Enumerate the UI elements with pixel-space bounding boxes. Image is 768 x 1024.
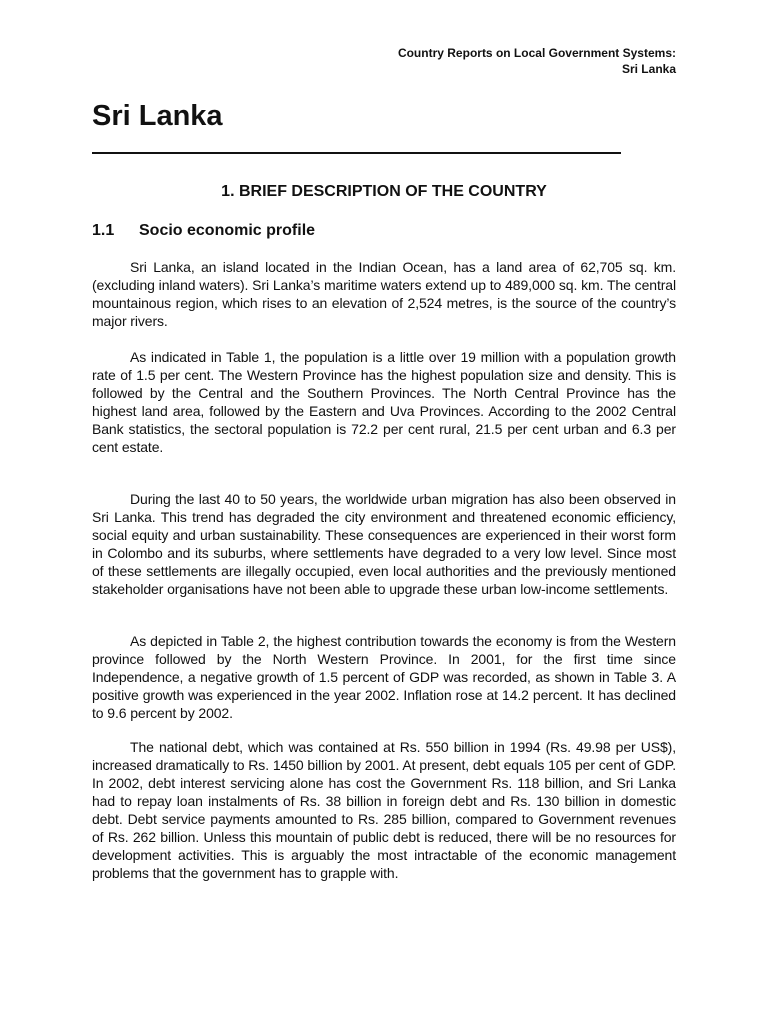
subsection-number: 1.1 <box>92 222 115 239</box>
paragraph-geography: Sri Lanka, an island located in the Indian Ocean, has a land area of 62,705 sq. km. (excluding inland waters). Sri Lanka’s maritime waters extend up to 489,000 sq. km. The central mountainous region, which rises to an elevation of 2,524 metres, is the source of the country’s major rivers. <box>92 259 676 329</box>
section-heading: 1. BRIEF DESCRIPTION OF THE COUNTRY <box>221 183 547 200</box>
running-header-line-2: Sri Lanka <box>621 62 676 76</box>
paragraph-population: As indicated in Table 1, the population is a little over 19 million with a population growth rate of 1.5 per cent. The Western Province has the highest population size and density. This is followed by the Central and the Southern Provinces. The North Central Province has the highest land area, followed by the Eastern and Uva Provinces. According to the 2002 Central Bank statistics, the sectoral population is 72.2 per cent rural, 21.5 per cent urban and 6.3 per cent estate. <box>92 349 676 455</box>
paragraph-national-debt: The national debt, which was contained at Rs. 550 billion in 1994 (Rs. 49.98 per US$), increased dramatically to Rs. 1450 billion by 2001. At present, debt equals 105 per cent of GDP. In 2002, debt interest servicing alone has cost the Government Rs. 118 billion, and Sri Lanka had to repay loan instalments of Rs. 38 billion in foreign debt and Rs. 130 billion in domestic debt. Debt service payments amounted to Rs. 285 billion, compared to Government revenues of Rs. 262 billion. Unless this mountain of public debt is reduced, there will be no resources for development activities. This is arguably the most intractable of the economic management problems that the government has to grapple with. <box>92 739 676 881</box>
running-header-line-1: Country Reports on Local Government Systems: <box>397 46 676 60</box>
paragraph-urban-migration: During the last 40 to 50 years, the worldwide urban migration has also been observed in Sri Lanka. This trend has degraded the city environment and threatened economic efficiency, social equity and urban sustainability. These consequences are experienced in their worst form in Colombo and its suburbs, where settlements have degraded to a very low level. Since most of these settlements are illegally occupied, even local authorities and the previously mentioned stakeholder organisations have not been able to upgrade these urban low-income settlements. <box>92 491 676 597</box>
title-underline-rule <box>92 152 621 154</box>
subsection-title: Socio economic profile <box>139 222 316 239</box>
subsection-heading <box>92 221 315 241</box>
document-title: Sri Lanka <box>92 100 223 132</box>
paragraph-economy: As depicted in Table 2, the highest contribution towards the economy is from the Western province followed by the North Western Province. In 2001, for the first time since Independence, a negative growth of 1.5 percent of GDP was recorded, as shown in Table 3. A positive growth was experienced in the year 2002. Inflation rose at 14.2 percent. It has declined to 9.6 percent by 2002. <box>92 633 676 721</box>
running-header <box>398 45 676 77</box>
